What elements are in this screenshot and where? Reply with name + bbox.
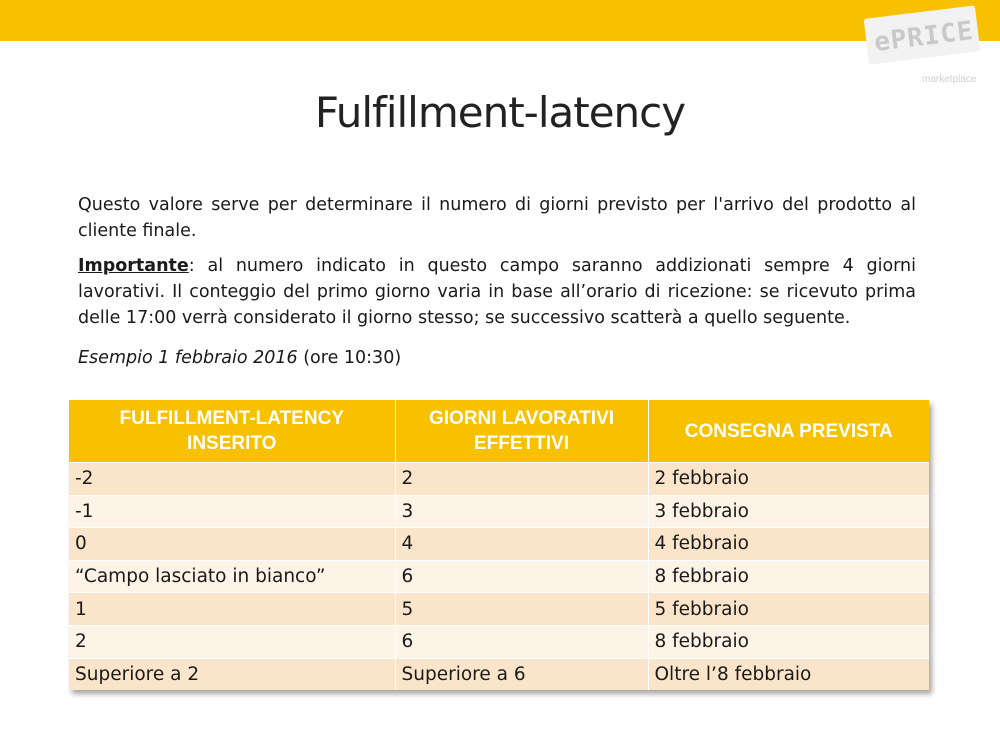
table-cell: 6 <box>395 560 648 593</box>
table-cell: 0 <box>69 528 395 561</box>
eprice-logo <box>866 8 986 85</box>
header-fulfillment-latency: FULFILLMENT-LATENCY INSERITO <box>69 400 395 463</box>
header-consegna-prevista: CONSEGNA PREVISTA <box>648 400 929 463</box>
table-row <box>69 463 929 496</box>
table-cell: 1 <box>69 593 395 626</box>
table-cell: -2 <box>69 463 395 496</box>
table-cell: 8 febbraio <box>648 560 929 593</box>
table-row <box>69 560 929 593</box>
table-cell: 8 febbraio <box>648 625 929 658</box>
table-header-row <box>69 400 929 463</box>
header-giorni-lavorativi: GIORNI LAVORATIVI EFFETTIVI <box>395 400 648 463</box>
table-cell: Superiore a 6 <box>395 658 648 690</box>
table-cell: “Campo lasciato in bianco” <box>69 560 395 593</box>
logo-tagline: marketplace <box>922 74 977 85</box>
top-accent-bar <box>0 0 1000 41</box>
important-text: : al numero indicato in questo campo saranno addizionati sempre 4 giorni lavorativi. Il conteggio del primo giorno varia in base all’orario di ricezione: se ricevuto prima delle 17:00 verrà considerato il giorno stesso; se successivo scatterà a quello seguente. <box>78 256 916 328</box>
example-time: (ore 10:30) <box>297 348 402 368</box>
latency-table <box>69 400 929 690</box>
table-cell: 5 febbraio <box>648 593 929 626</box>
table-cell: -1 <box>69 495 395 528</box>
table-row <box>69 528 929 561</box>
table-row <box>69 495 929 528</box>
table-row <box>69 658 929 690</box>
table-cell: 5 <box>395 593 648 626</box>
table-cell: 2 <box>395 463 648 496</box>
table-cell: Oltre l’8 febbraio <box>648 658 929 690</box>
table-row <box>69 625 929 658</box>
table-cell: 3 febbraio <box>648 495 929 528</box>
important-label: Importante <box>78 256 189 276</box>
table-cell: Superiore a 2 <box>69 658 395 690</box>
table-cell: 4 <box>395 528 648 561</box>
slide-title: Fulfillment-latency <box>314 88 686 137</box>
important-paragraph <box>78 253 916 331</box>
table-cell: 2 <box>69 625 395 658</box>
logo-brand: ePRICE <box>872 16 976 58</box>
table-cell: 2 febbraio <box>648 463 929 496</box>
latency-table-container <box>69 400 929 690</box>
table-cell: 3 <box>395 495 648 528</box>
intro-paragraph: Questo valore serve per determinare il numero di giorni previsto per l'arrivo del prodotto al cliente finale. <box>78 195 916 241</box>
example-date: Esempio 1 febbraio 2016 <box>78 348 298 368</box>
table-cell: 6 <box>395 625 648 658</box>
example-line <box>78 348 401 368</box>
table-cell: 4 febbraio <box>648 528 929 561</box>
table-row <box>69 593 929 626</box>
